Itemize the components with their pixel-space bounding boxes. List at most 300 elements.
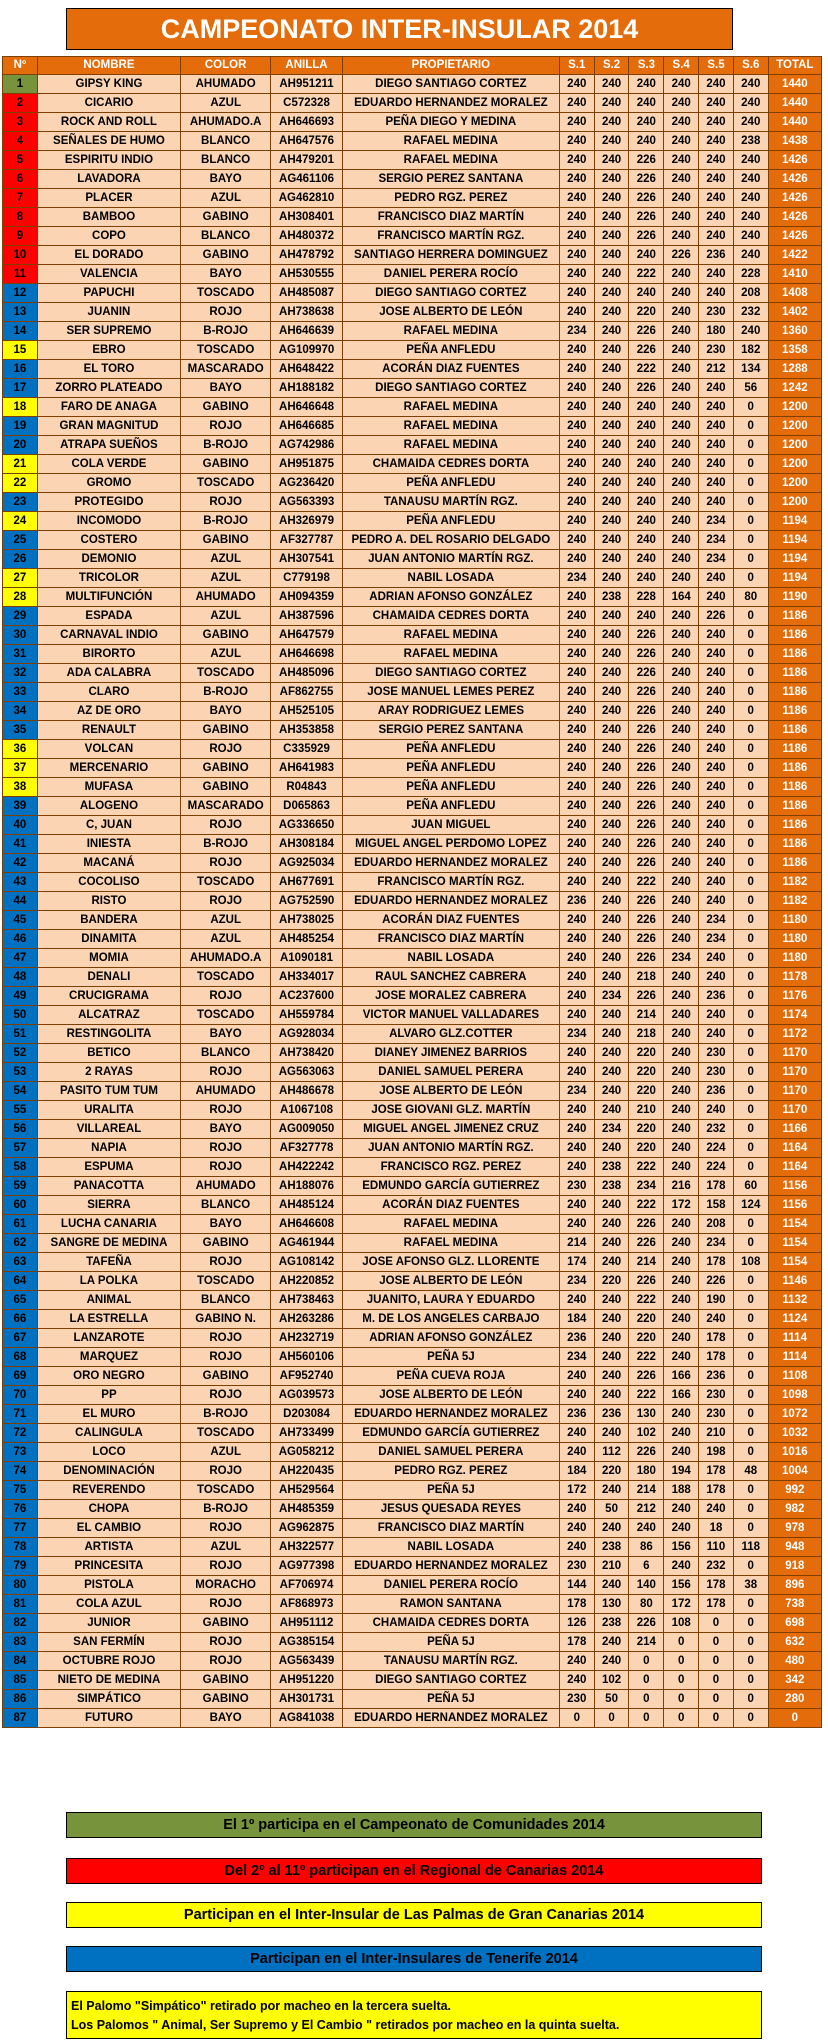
pigeon-name: CALINGULA — [37, 1424, 180, 1443]
ring-id: AC237600 — [271, 987, 343, 1006]
score-s5: 240 — [699, 569, 734, 588]
score-s2: 240 — [594, 208, 629, 227]
total-score: 1182 — [768, 892, 821, 911]
ring-id: AG563063 — [271, 1063, 343, 1082]
score-s1: 240 — [559, 588, 594, 607]
table-row — [3, 493, 822, 512]
score-s3: 222 — [629, 1291, 664, 1310]
total-score: 1154 — [768, 1215, 821, 1234]
score-s5: 198 — [699, 1443, 734, 1462]
owner: SERGIO PEREZ SANTANA — [342, 721, 559, 740]
score-s2: 240 — [594, 1329, 629, 1348]
ring-id: AH308401 — [271, 208, 343, 227]
score-s1: 230 — [559, 1177, 594, 1196]
table-row — [3, 1367, 822, 1386]
score-s1: 240 — [559, 1139, 594, 1158]
score-s4: 240 — [664, 683, 699, 702]
score-s4: 240 — [664, 531, 699, 550]
ring-id: AH646608 — [271, 1215, 343, 1234]
score-s1: 240 — [559, 1215, 594, 1234]
owner: JUAN ANTONIO MARTÍN RGZ. — [342, 550, 559, 569]
score-s1: 214 — [559, 1234, 594, 1253]
pigeon-name: PANACOTTA — [37, 1177, 180, 1196]
table-row — [3, 1196, 822, 1215]
total-score: 1108 — [768, 1367, 821, 1386]
owner: NABIL LOSADA — [342, 1538, 559, 1557]
owner: RAFAEL MEDINA — [342, 132, 559, 151]
table-row — [3, 417, 822, 436]
score-s5: 240 — [699, 265, 734, 284]
score-s6: 0 — [733, 835, 768, 854]
score-s3: 240 — [629, 607, 664, 626]
pigeon-color: GABINO — [181, 759, 271, 778]
score-s4: 108 — [664, 1614, 699, 1633]
pigeon-name: MOMIA — [37, 949, 180, 968]
pigeon-color: TOSCADO — [181, 968, 271, 987]
ring-id: AH232719 — [271, 1329, 343, 1348]
pigeon-name: GROMO — [37, 474, 180, 493]
score-s4: 240 — [664, 132, 699, 151]
score-s4: 240 — [664, 379, 699, 398]
pigeon-name: RESTINGOLITA — [37, 1025, 180, 1044]
score-s4: 240 — [664, 75, 699, 94]
score-s4: 240 — [664, 170, 699, 189]
table-row — [3, 1709, 822, 1728]
pigeon-color: AZUL — [181, 189, 271, 208]
pigeon-name: COLA AZUL — [37, 1595, 180, 1614]
table-row — [3, 550, 822, 569]
total-score: 1186 — [768, 778, 821, 797]
table-row — [3, 1329, 822, 1348]
row-number: 43 — [3, 873, 38, 892]
score-s6: 0 — [733, 626, 768, 645]
row-number: 47 — [3, 949, 38, 968]
pigeon-name: LANZAROTE — [37, 1329, 180, 1348]
owner: EDUARDO HERNANDEZ MORALEZ — [342, 1709, 559, 1728]
score-s6: 108 — [733, 1253, 768, 1272]
owner: MIGUEL ANGEL PERDOMO LOPEZ — [342, 835, 559, 854]
score-s5: 178 — [699, 1177, 734, 1196]
score-s1: 240 — [559, 1044, 594, 1063]
score-s2: 130 — [594, 1595, 629, 1614]
ring-id: AH485359 — [271, 1500, 343, 1519]
total-score: 1288 — [768, 360, 821, 379]
owner: PEÑA ANFLEDU — [342, 797, 559, 816]
ring-id: AH530555 — [271, 265, 343, 284]
total-score: 1194 — [768, 550, 821, 569]
score-s6: 0 — [733, 1348, 768, 1367]
header-s1: S.1 — [559, 57, 594, 75]
score-s2: 240 — [594, 949, 629, 968]
pigeon-color: B-ROJO — [181, 1500, 271, 1519]
ring-id: C779198 — [271, 569, 343, 588]
score-s3: 226 — [629, 797, 664, 816]
score-s4: 240 — [664, 360, 699, 379]
score-s1: 234 — [559, 1272, 594, 1291]
ring-id: AH529564 — [271, 1481, 343, 1500]
score-s4: 240 — [664, 1063, 699, 1082]
total-score: 1426 — [768, 170, 821, 189]
ring-id: AH485087 — [271, 284, 343, 303]
ring-id: AG752590 — [271, 892, 343, 911]
row-number: 26 — [3, 550, 38, 569]
pigeon-color: B-ROJO — [181, 436, 271, 455]
total-score: 1402 — [768, 303, 821, 322]
score-s5: 178 — [699, 1462, 734, 1481]
score-s3: 0 — [629, 1671, 664, 1690]
score-s3: 240 — [629, 398, 664, 417]
score-s6: 0 — [733, 550, 768, 569]
score-s2: 240 — [594, 512, 629, 531]
table-row — [3, 341, 822, 360]
total-score: 1186 — [768, 854, 821, 873]
score-s5: 230 — [699, 341, 734, 360]
ring-id: AH220852 — [271, 1272, 343, 1291]
score-s6: 0 — [733, 455, 768, 474]
pigeon-color: AZUL — [181, 1538, 271, 1557]
owner: EDUARDO HERNANDEZ MORALEZ — [342, 854, 559, 873]
score-s2: 240 — [594, 1291, 629, 1310]
row-number: 10 — [3, 246, 38, 265]
score-s2: 50 — [594, 1500, 629, 1519]
score-s1: 240 — [559, 854, 594, 873]
total-score: 1200 — [768, 493, 821, 512]
score-s3: 226 — [629, 322, 664, 341]
owner: EDUARDO HERNANDEZ MORALEZ — [342, 1557, 559, 1576]
owner: PEÑA DIEGO Y MEDINA — [342, 113, 559, 132]
score-s1: 240 — [559, 721, 594, 740]
score-s4: 240 — [664, 151, 699, 170]
score-s5: 226 — [699, 607, 734, 626]
row-number: 42 — [3, 854, 38, 873]
owner: DANIEL SAMUEL PERERA — [342, 1063, 559, 1082]
pigeon-color: GABINO — [181, 721, 271, 740]
table-row — [3, 968, 822, 987]
row-number: 76 — [3, 1500, 38, 1519]
score-s6: 0 — [733, 569, 768, 588]
owner: FRANCISCO RGZ. PEREZ — [342, 1158, 559, 1177]
score-s4: 240 — [664, 702, 699, 721]
pigeon-color: ROJO — [181, 1633, 271, 1652]
score-s4: 240 — [664, 987, 699, 1006]
score-s4: 240 — [664, 208, 699, 227]
table-row — [3, 892, 822, 911]
pigeon-color: BAYO — [181, 1025, 271, 1044]
score-s6: 0 — [733, 930, 768, 949]
row-number: 41 — [3, 835, 38, 854]
score-s5: 210 — [699, 1424, 734, 1443]
owner: NABIL LOSADA — [342, 949, 559, 968]
table-row — [3, 1272, 822, 1291]
score-s1: 240 — [559, 645, 594, 664]
score-s2: 240 — [594, 664, 629, 683]
ring-id: AF952740 — [271, 1367, 343, 1386]
score-s1: 240 — [559, 1367, 594, 1386]
score-s2: 238 — [594, 1614, 629, 1633]
score-s5: 234 — [699, 512, 734, 531]
ring-id: AH559784 — [271, 1006, 343, 1025]
owner: EDUARDO HERNANDEZ MORALEZ — [342, 1405, 559, 1424]
score-s3: 226 — [629, 1367, 664, 1386]
pigeon-name: CHOPA — [37, 1500, 180, 1519]
score-s1: 240 — [559, 759, 594, 778]
pigeon-color: B-ROJO — [181, 835, 271, 854]
pigeon-name: COCOLISO — [37, 873, 180, 892]
score-s5: 178 — [699, 1481, 734, 1500]
table-row — [3, 1044, 822, 1063]
owner: PEÑA CUEVA ROJA — [342, 1367, 559, 1386]
table-row — [3, 94, 822, 113]
pigeon-color: AZUL — [181, 1443, 271, 1462]
total-score: 1170 — [768, 1063, 821, 1082]
table-row — [3, 1120, 822, 1139]
note-line: El Palomo "Simpático" retirado por macheo en la tercera suelta. — [71, 1999, 452, 2013]
total-score: 1426 — [768, 227, 821, 246]
ring-id: AH485096 — [271, 664, 343, 683]
score-s4: 234 — [664, 949, 699, 968]
score-s4: 240 — [664, 303, 699, 322]
pigeon-color: AZUL — [181, 645, 271, 664]
pigeon-name: BIRORTO — [37, 645, 180, 664]
owner: ALVARO GLZ.COTTER — [342, 1025, 559, 1044]
row-number: 65 — [3, 1291, 38, 1310]
pigeon-color: B-ROJO — [181, 322, 271, 341]
total-score: 1180 — [768, 911, 821, 930]
row-number: 29 — [3, 607, 38, 626]
pigeon-color: ROJO — [181, 1063, 271, 1082]
owner: ARAY RODRIGUEZ LEMES — [342, 702, 559, 721]
pigeon-name: DENOMINACIÓN — [37, 1462, 180, 1481]
score-s5: 240 — [699, 455, 734, 474]
score-s1: 240 — [559, 930, 594, 949]
pigeon-color: B-ROJO — [181, 512, 271, 531]
pigeon-name: EL TORO — [37, 360, 180, 379]
owner: DANIEL PERERA ROCÍO — [342, 265, 559, 284]
ring-id: AH422242 — [271, 1158, 343, 1177]
pigeon-color: AZUL — [181, 94, 271, 113]
score-s3: 226 — [629, 189, 664, 208]
row-number: 9 — [3, 227, 38, 246]
owner: PEÑA 5J — [342, 1690, 559, 1709]
ring-id: AH646698 — [271, 645, 343, 664]
score-s1: 240 — [559, 227, 594, 246]
row-number: 85 — [3, 1671, 38, 1690]
pigeon-name: SER SUPREMO — [37, 322, 180, 341]
score-s1: 240 — [559, 493, 594, 512]
score-s1: 184 — [559, 1462, 594, 1481]
pigeon-color: BAYO — [181, 265, 271, 284]
score-s6: 0 — [733, 854, 768, 873]
score-s2: 234 — [594, 987, 629, 1006]
score-s5: 240 — [699, 626, 734, 645]
total-score: 738 — [768, 1595, 821, 1614]
owner: RAUL SANCHEZ CABRERA — [342, 968, 559, 987]
score-s1: 240 — [559, 778, 594, 797]
owner: DANIEL SAMUEL PERERA — [342, 1443, 559, 1462]
pigeon-color: GABINO — [181, 531, 271, 550]
pigeon-color: AHUMADO — [181, 75, 271, 94]
score-s3: 226 — [629, 645, 664, 664]
score-s5: 240 — [699, 379, 734, 398]
score-s2: 238 — [594, 588, 629, 607]
total-score: 1186 — [768, 683, 821, 702]
header-s3: S.3 — [629, 57, 664, 75]
score-s1: 240 — [559, 1158, 594, 1177]
score-s4: 164 — [664, 588, 699, 607]
score-s4: 240 — [664, 1101, 699, 1120]
table-row — [3, 531, 822, 550]
score-s1: 240 — [559, 1519, 594, 1538]
score-s1: 240 — [559, 1063, 594, 1082]
score-s3: 6 — [629, 1557, 664, 1576]
pigeon-name: ORO NEGRO — [37, 1367, 180, 1386]
score-s2: 240 — [594, 94, 629, 113]
score-s6: 240 — [733, 189, 768, 208]
pigeon-color: AZUL — [181, 550, 271, 569]
table-row — [3, 816, 822, 835]
owner: EDMUNDO GARCÍA GUTIERREZ — [342, 1177, 559, 1196]
pigeon-name: PRINCESITA — [37, 1557, 180, 1576]
score-s1: 240 — [559, 75, 594, 94]
table-row — [3, 208, 822, 227]
row-number: 74 — [3, 1462, 38, 1481]
page-title: CAMPEONATO INTER-INSULAR 2014 — [66, 8, 733, 50]
score-s6: 0 — [733, 512, 768, 531]
header-s6: S.6 — [733, 57, 768, 75]
pigeon-color: TOSCADO — [181, 1481, 271, 1500]
score-s1: 0 — [559, 1709, 594, 1728]
owner: FRANCISCO DIAZ MARTÍN — [342, 1519, 559, 1538]
pigeon-name: LOCO — [37, 1443, 180, 1462]
ring-id: AG925034 — [271, 854, 343, 873]
pigeon-name: DENALI — [37, 968, 180, 987]
total-score: 632 — [768, 1633, 821, 1652]
owner: DIEGO SANTIAGO CORTEZ — [342, 1671, 559, 1690]
owner: ACORÁN DIAZ FUENTES — [342, 1196, 559, 1215]
owner: PEDRO RGZ. PEREZ — [342, 189, 559, 208]
score-s6: 0 — [733, 493, 768, 512]
owner: ACORÁN DIAZ FUENTES — [342, 360, 559, 379]
score-s3: 214 — [629, 1481, 664, 1500]
pigeon-color: ROJO — [181, 493, 271, 512]
owner: JOSE GIOVANI GLZ. MARTÍN — [342, 1101, 559, 1120]
score-s2: 0 — [594, 1709, 629, 1728]
score-s6: 0 — [733, 1424, 768, 1443]
score-s4: 188 — [664, 1481, 699, 1500]
owner: RAFAEL MEDINA — [342, 1215, 559, 1234]
score-s6: 240 — [733, 170, 768, 189]
total-score: 1194 — [768, 512, 821, 531]
pigeon-name: BETICO — [37, 1044, 180, 1063]
pigeon-color: BAYO — [181, 702, 271, 721]
score-s1: 234 — [559, 569, 594, 588]
pigeon-color: ROJO — [181, 1652, 271, 1671]
header-total: TOTAL — [768, 57, 821, 75]
score-s6: 56 — [733, 379, 768, 398]
score-s2: 240 — [594, 1652, 629, 1671]
score-s6: 0 — [733, 436, 768, 455]
owner: SERGIO PEREZ SANTANA — [342, 170, 559, 189]
row-number: 54 — [3, 1082, 38, 1101]
score-s5: 178 — [699, 1253, 734, 1272]
score-s1: 178 — [559, 1595, 594, 1614]
owner: JOSE MORALEZ CABRERA — [342, 987, 559, 1006]
row-number: 7 — [3, 189, 38, 208]
pigeon-name: PP — [37, 1386, 180, 1405]
table-row — [3, 987, 822, 1006]
owner: JUAN ANTONIO MARTÍN RGZ. — [342, 1139, 559, 1158]
table-row — [3, 835, 822, 854]
row-number: 31 — [3, 645, 38, 664]
table-row — [3, 1158, 822, 1177]
table-row — [3, 1063, 822, 1082]
score-s5: 230 — [699, 1405, 734, 1424]
score-s4: 240 — [664, 322, 699, 341]
owner: RAFAEL MEDINA — [342, 626, 559, 645]
score-s6: 48 — [733, 1462, 768, 1481]
owner: ADRIAN AFONSO GONZÁLEZ — [342, 1329, 559, 1348]
score-s3: 0 — [629, 1690, 664, 1709]
score-s2: 240 — [594, 626, 629, 645]
owner: JOSE AFONSO GLZ. LLORENTE — [342, 1253, 559, 1272]
owner: DIEGO SANTIAGO CORTEZ — [342, 284, 559, 303]
row-number: 22 — [3, 474, 38, 493]
row-number: 19 — [3, 417, 38, 436]
score-s2: 240 — [594, 1082, 629, 1101]
row-number: 37 — [3, 759, 38, 778]
score-s5: 240 — [699, 170, 734, 189]
table-row — [3, 1595, 822, 1614]
score-s1: 240 — [559, 341, 594, 360]
pigeon-name: DINAMITA — [37, 930, 180, 949]
pigeon-color: GABINO N. — [181, 1310, 271, 1329]
score-s4: 240 — [664, 227, 699, 246]
score-s3: 240 — [629, 94, 664, 113]
pigeon-name: MULTIFUNCIÓN — [37, 588, 180, 607]
score-s6: 134 — [733, 360, 768, 379]
pigeon-name: ESPUMA — [37, 1158, 180, 1177]
score-s4: 240 — [664, 607, 699, 626]
pigeon-color: ROJO — [181, 854, 271, 873]
score-s1: 240 — [559, 816, 594, 835]
score-s5: 0 — [699, 1709, 734, 1728]
score-s1: 240 — [559, 1006, 594, 1025]
pigeon-name: VOLCAN — [37, 740, 180, 759]
score-s4: 240 — [664, 1424, 699, 1443]
score-s6: 232 — [733, 303, 768, 322]
score-s6: 0 — [733, 1386, 768, 1405]
owner: CHAMAIDA CEDRES DORTA — [342, 607, 559, 626]
score-s5: 224 — [699, 1139, 734, 1158]
score-s4: 226 — [664, 246, 699, 265]
total-score: 1032 — [768, 1424, 821, 1443]
table-row — [3, 1519, 822, 1538]
row-number: 40 — [3, 816, 38, 835]
score-s5: 234 — [699, 1234, 734, 1253]
owner: JESUS QUESADA REYES — [342, 1500, 559, 1519]
row-number: 44 — [3, 892, 38, 911]
score-s4: 0 — [664, 1633, 699, 1652]
row-number: 39 — [3, 797, 38, 816]
total-score: 1408 — [768, 284, 821, 303]
score-s2: 240 — [594, 341, 629, 360]
table-row — [3, 740, 822, 759]
pigeon-color: BAYO — [181, 170, 271, 189]
header-anilla: ANILLA — [271, 57, 343, 75]
score-s5: 0 — [699, 1690, 734, 1709]
total-score: 1186 — [768, 835, 821, 854]
score-s6: 0 — [733, 474, 768, 493]
